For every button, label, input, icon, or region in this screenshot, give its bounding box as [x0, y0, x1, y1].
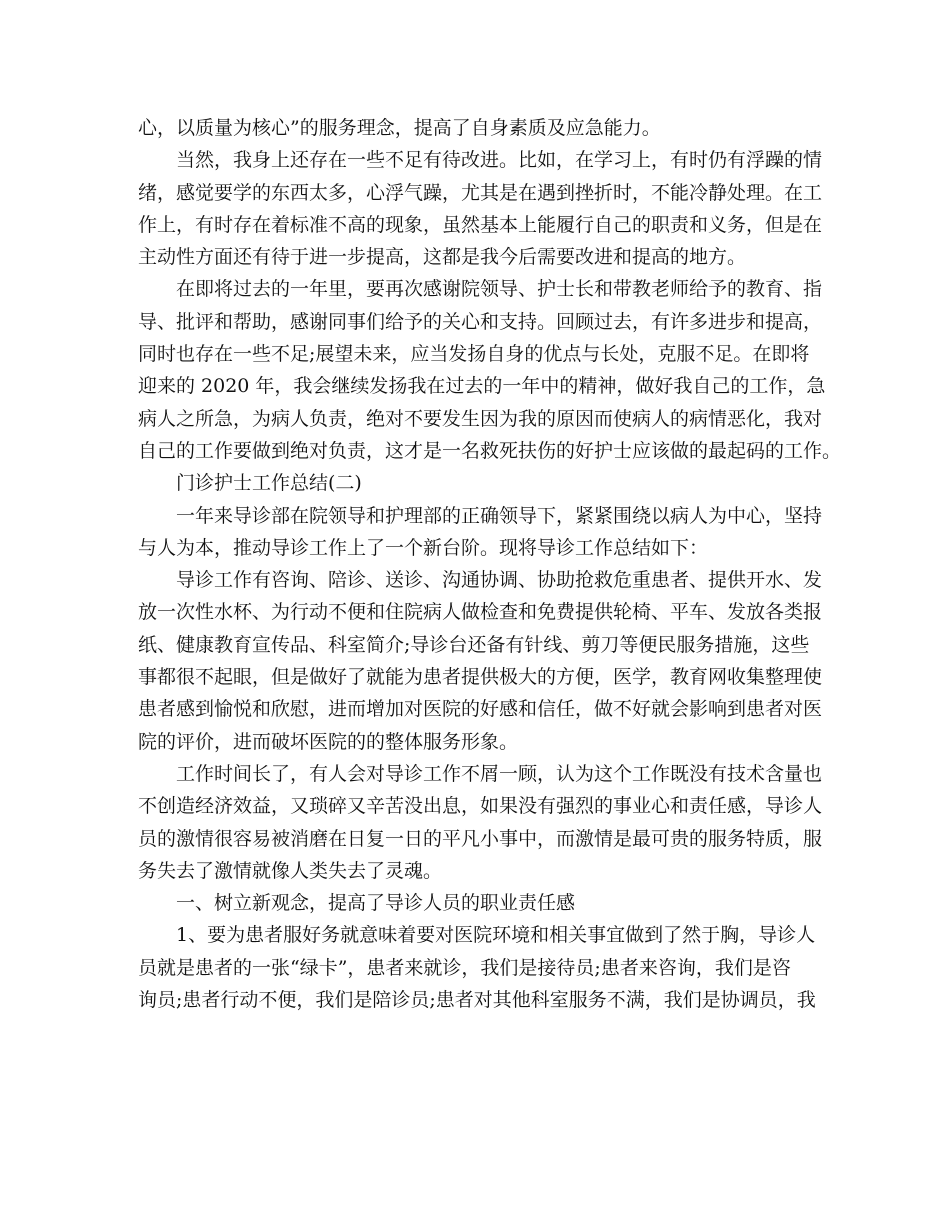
- text-line: 一、树立新观念，提高了导诊人员的职业责任感: [176, 892, 576, 915]
- text-line: 自己的工作要做到绝对负责，这才是一名救死扶伤的好护士应该做的最起码的工作。: [138, 439, 842, 462]
- text-line: 不创造经济效益，又琐碎又辛苦没出息，如果没有强烈的事业心和责任感，导诊人: [138, 795, 823, 818]
- text-line: 员就是患者的一张“绿卡”，患者来就诊，我们是接待员;患者来咨询，我们是咨: [138, 956, 791, 979]
- text-line: 导诊工作有咨询、陪诊、送诊、沟通协调、协助抢救危重患者、提供开水、发: [176, 569, 823, 592]
- text-line: 迎来的 2020 年，我会继续发扬我在过去的一年中的精神，做好我自己的工作，急: [138, 375, 826, 398]
- text-line: 患者感到愉悦和欣慰，进而增加对医院的好感和信任，做不好就会影响到患者对医: [138, 698, 823, 721]
- text-line: 作上，有时存在着标准不高的现象，虽然基本上能履行自己的职责和义务，但是在: [138, 213, 823, 236]
- document-body: [138, 112, 842, 1016]
- text-line: 务失去了激情就像人类失去了灵魂。: [138, 859, 443, 882]
- text-line: 同时也存在一些不足;展望未来，应当发扬自身的优点与长处，克服不足。在即将: [138, 343, 810, 366]
- text-line: 询员;患者行动不便，我们是陪诊员;患者对其他科室服务不满，我们是协调员，我: [138, 989, 816, 1012]
- text-line: 心，以质量为核心”的服务理念，提高了自身素质及应急能力。: [138, 117, 661, 139]
- text-line: 员的激情很容易被消磨在日复一日的平凡小事中，而激情是最可贵的服务特质，服: [138, 827, 823, 850]
- text-line: 门诊护士工作总结(二): [176, 472, 362, 495]
- text-line: 事都很不起眼，但是做好了就能为患者提供极大的方便，医学，教育网收集整理使: [138, 666, 823, 689]
- text-line: 纸、健康教育宣传品、科室简介;导诊台还备有针线、剪刀等便民服务措施，这些: [138, 633, 810, 656]
- text-line: 在即将过去的一年里，要再次感谢院领导、护士长和带教老师给予的教育、指: [176, 278, 823, 301]
- text-line: 当然，我身上还存在一些不足有待改进。比如，在学习上，有时仍有浮躁的情: [176, 149, 823, 172]
- text-line: 绪，感觉要学的东西太多，心浮气躁，尤其是在遇到挫折时，不能冷静处理。在工: [138, 181, 823, 204]
- text-line: 病人之所急，为病人负责，绝对不要发生因为我的原因而使病人的病情恶化，我对: [138, 407, 823, 430]
- text-line: 院的评价，进而破坏医院的的整体服务形象。: [138, 730, 519, 753]
- text-line: 一年来导诊部在院领导和护理部的正确领导下，紧紧围绕以病人为中心，坚持: [176, 504, 823, 527]
- text-line: 导、批评和帮助，感谢同事们给予的关心和支持。回顾过去，有许多进步和提高，: [138, 310, 823, 333]
- text-line: 主动性方面还有待于进一步提高，这都是我今后需要改进和提高的地方。: [138, 246, 747, 269]
- text-line: 工作时间长了，有人会对导诊工作不屑一顾，认为这个工作既没有技术含量也: [176, 762, 823, 785]
- text-line: 与人为本，推动导诊工作上了一个新台阶。现将导诊工作总结如下：: [138, 536, 709, 559]
- text-line: 1、要为患者服好务就意味着要对医院环境和相关事宜做到了然于胸，导诊人: [176, 924, 816, 947]
- text-line: 放一次性水杯、为行动不便和住院病人做检查和免费提供轮椅、平车、发放各类报: [138, 601, 823, 624]
